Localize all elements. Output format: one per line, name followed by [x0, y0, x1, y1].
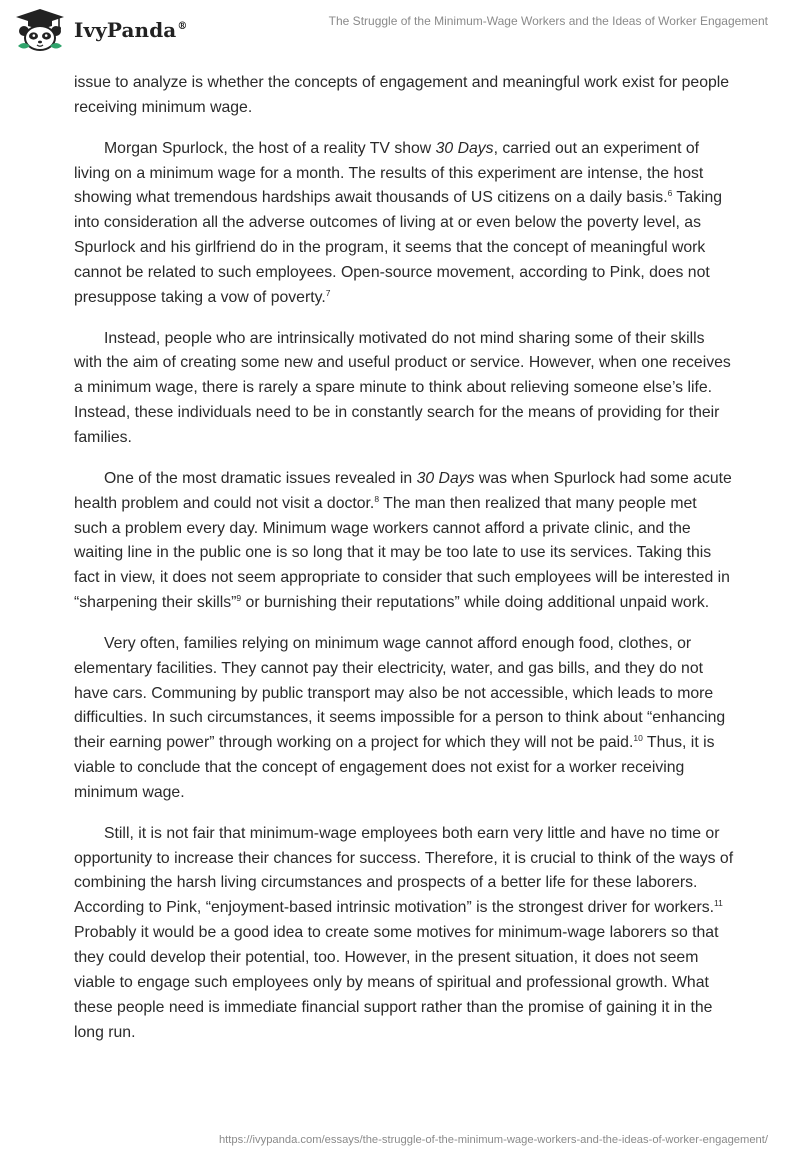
footnote-ref[interactable]: 7: [325, 287, 331, 298]
paragraph-5: Very often, families relying on minimum wage cannot afford enough food, clothes, or elementary facilities. They cannot pay their electricity, water, and gas bills, and they do not have cars. Communing by public transport may also be not accessible, which leads to more difficulties. In such circumstances, it seems impossible for a person to think about “enhancing their earning power” through working on a project for which they will not be paid.$^{10}$ Thus, it is viable to conclude that the concept of engagement does not exist for a worker receiving minimum wage.: [74, 634, 726, 801]
show-title: 30 Days: [435, 139, 494, 157]
show-title: 30 Days: [416, 469, 475, 487]
footnote-ref[interactable]: 9: [236, 593, 242, 604]
footnote-ref[interactable]: 8: [374, 493, 380, 504]
brand-name: IvyPanda®: [74, 18, 188, 42]
panda-graduate-icon: [14, 8, 66, 52]
paragraph-2: Morgan Spurlock, the host of a reality TV show 30 Days, carried out an experiment of living on a minimum wage for a month. The results of this experiment are intense, the host showing what tremendous hardships await thousands of US citizens on a daily basis.$^6$ Taking into consideration all the adverse outcomes of living at or even below the poverty level, as Spurlock and his girlfriend do in the program, it seems that the concept of meaningful work cannot be related to such employees. Open-source movement, according to Pink, does not presuppose taking a vow of poverty.$^7$: [74, 139, 723, 306]
paragraph-4: One of the most dramatic issues revealed in 30 Days was when Spurlock had some acute health problem and could not visit a doctor.$^8$ The man then realized that many people met such a problem every day. Minimum wage workers cannot afford a private clinic, and the waiting line in the public one is so long that it may be too late to use its services. Taking this fact in view, it does not seem appropriate to consider that such employees will be interested in “sharpening their skills”$^9$ or burnishing their reputations” while doing additional unpaid work.: [74, 469, 732, 612]
footnote-ref[interactable]: 10: [633, 733, 643, 744]
registered-mark: ®: [177, 21, 188, 33]
ivypanda-logo[interactable]: [14, 8, 187, 52]
paragraph-3: Instead, people who are intrinsically motivated do not mind sharing some of their skills with the aim of creating some new and useful product or service. However, when one receives a minimum wage, there is rarely a spare minute to think about relieving someone else’s life. Instead, these individuals need to be in constantly search for the means of providing for their families.: [74, 329, 731, 446]
document-title: The Struggle of the Minimum-Wage Workers and the Ideas of Worker Engagement: [328, 14, 768, 28]
paragraph-6: Still, it is not fair that minimum-wage employees both earn very little and have no time or opportunity to increase their chances for success. Therefore, it is crucial to think of the ways of combining the harsh living circumstances and prospects of a better life for these laborers. According to Pink, “enjoyment-based intrinsic motivation” is the strongest driver for workers.$^{11}$ Probably it would be a good idea to create some motives for minimum-wage laborers so that they could develop their potential, too. However, in the present situation, it does not seem viable to engage such employees only by means of spiritual and professional growth. What these people need is immediate financial support rather than the promise of gaining it in the long run.: [74, 824, 734, 1041]
footnote-ref[interactable]: 6: [667, 188, 673, 199]
source-url[interactable]: https://ivypanda.com/essays/the-struggle-of-the-minimum-wage-workers-and-the-ideas-of-worker-engagement/: [218, 1134, 768, 1146]
essay-body: [74, 71, 734, 1061]
paragraph-1: issue to analyze is whether the concepts of engagement and meaningful work exist for people receiving minimum wage.: [74, 74, 730, 116]
page-header: [0, 0, 800, 60]
footnote-ref[interactable]: 11: [714, 898, 723, 909]
